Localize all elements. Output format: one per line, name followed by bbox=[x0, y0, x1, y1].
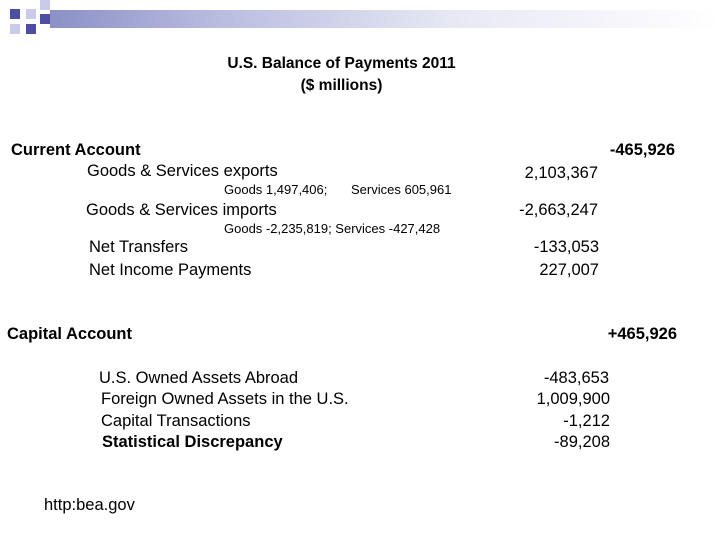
page-subtitle: ($ millions) bbox=[300, 77, 383, 94]
decor-square bbox=[26, 9, 36, 19]
exports-goods-detail: Goods 1,497,406; bbox=[224, 182, 328, 197]
decor-square bbox=[40, 14, 50, 24]
exports-label: Goods & Services exports bbox=[87, 162, 278, 180]
decor-square bbox=[10, 24, 20, 34]
net-income-value: 227,007 bbox=[539, 261, 599, 279]
imports-label: Goods & Services imports bbox=[86, 201, 277, 219]
capital-item-label: Capital Transactions bbox=[101, 412, 251, 430]
capital-account-label: Capital Account bbox=[7, 325, 132, 343]
current-account-total: -465,926 bbox=[609, 141, 675, 159]
net-transfers-value: -133,053 bbox=[533, 238, 599, 256]
capital-account-total: +465,926 bbox=[607, 325, 677, 343]
source-link[interactable]: http:bea.gov bbox=[44, 496, 135, 514]
capital-item-value: -483,653 bbox=[543, 369, 609, 387]
decor-square bbox=[40, 0, 50, 10]
capital-item-value: -1,212 bbox=[563, 412, 610, 430]
imports-value: -2,663,247 bbox=[519, 201, 598, 219]
capital-item-value: 1,009,900 bbox=[536, 390, 610, 408]
decor-square bbox=[26, 24, 36, 34]
page-title: U.S. Balance of Payments 2011 bbox=[227, 55, 456, 72]
exports-services-detail: Services 605,961 bbox=[351, 182, 452, 197]
net-transfers-label: Net Transfers bbox=[89, 238, 189, 256]
statistical-discrepancy-label: Statistical Discrepancy bbox=[102, 433, 283, 451]
header-band bbox=[50, 10, 720, 28]
statistical-discrepancy-value: -89,208 bbox=[554, 433, 610, 451]
decor-square bbox=[10, 9, 20, 19]
current-account-label: Current Account bbox=[11, 141, 141, 159]
exports-value: 2,103,367 bbox=[524, 164, 598, 182]
imports-detail: Goods -2,235,819; Services -427,428 bbox=[224, 221, 441, 236]
capital-item-label: U.S. Owned Assets Abroad bbox=[99, 369, 299, 387]
net-income-label: Net Income Payments bbox=[89, 261, 252, 279]
capital-item-label: Foreign Owned Assets in the U.S. bbox=[101, 390, 349, 408]
